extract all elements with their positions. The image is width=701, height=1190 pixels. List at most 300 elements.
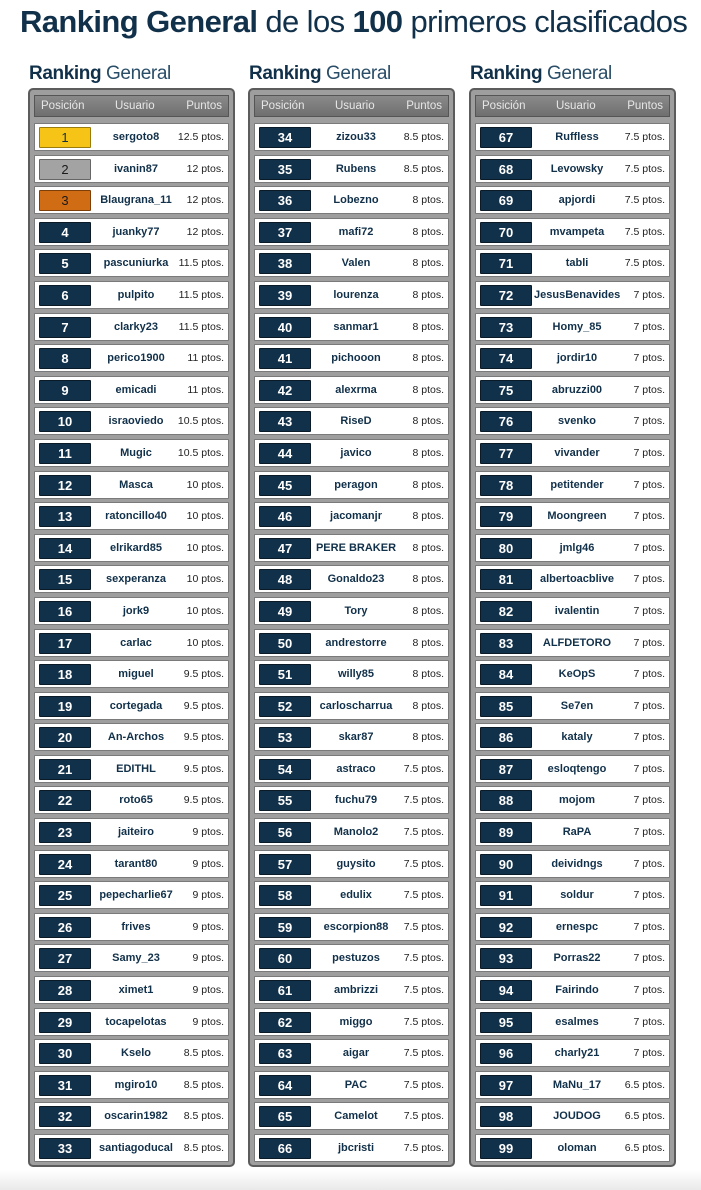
table-header (34, 95, 229, 117)
table-row (34, 123, 229, 151)
points-value: 8 ptos. (412, 446, 444, 459)
header-position: Posición (482, 100, 526, 112)
table-row (34, 565, 229, 593)
table-row (475, 755, 670, 783)
table-row (475, 502, 670, 530)
header-points: Puntos (406, 100, 442, 112)
table-row (34, 344, 229, 372)
username-link[interactable]: JesusBenavides (534, 288, 621, 301)
username-link[interactable]: Masca (119, 478, 153, 491)
table-row (254, 565, 449, 593)
column-title: Ranking General (470, 63, 612, 84)
username-link[interactable]: pascuniurka (103, 257, 169, 270)
table-row (254, 1134, 449, 1162)
username-link[interactable]: petitender (550, 478, 604, 491)
username-link[interactable]: pestuzos (332, 952, 380, 965)
points-value: 7.5 ptos. (403, 1142, 444, 1154)
header-position: Posición (41, 100, 85, 112)
username-link[interactable]: alexrma (335, 383, 377, 396)
username-link[interactable]: carloscharrua (319, 699, 393, 712)
position-badge: 52 (259, 696, 311, 717)
table-row (254, 249, 449, 277)
points-value: 8 ptos. (412, 604, 444, 617)
username-link[interactable]: santiagoducal (99, 1142, 173, 1154)
table-row (34, 660, 229, 688)
position-badge: 9 (39, 380, 91, 401)
username-link[interactable]: jbcristi (337, 1142, 375, 1154)
points-value: 10 ptos. (186, 604, 224, 617)
position-badge: 32 (39, 1106, 91, 1127)
position-badge: 94 (480, 980, 532, 1001)
table-header (254, 95, 449, 117)
table-row (34, 881, 229, 909)
table-row (254, 155, 449, 183)
points-value: 7.5 ptos. (624, 162, 665, 175)
username-link[interactable]: deividngs (551, 857, 603, 870)
points-value: 9 ptos. (192, 984, 224, 997)
table-row (34, 818, 229, 846)
table-row (475, 597, 670, 625)
points-value: 7 ptos. (633, 1047, 665, 1060)
username-link[interactable]: Manolo2 (333, 826, 379, 839)
username-link[interactable]: vivander (554, 446, 600, 459)
position-badge: 45 (259, 475, 311, 496)
position-badge: 12 (39, 475, 91, 496)
points-value: 6.5 ptos. (624, 1142, 665, 1154)
position-badge: 88 (480, 790, 532, 811)
username-link[interactable]: pepecharlie67 (99, 889, 173, 902)
position-badge: 24 (39, 854, 91, 875)
table-row (34, 534, 229, 562)
username-link[interactable]: clarky23 (113, 320, 159, 333)
username-link[interactable]: Se7en (560, 699, 594, 712)
position-badge: 99 (480, 1138, 532, 1159)
points-value: 7.5 ptos. (403, 1047, 444, 1060)
position-badge: 39 (259, 285, 311, 306)
username-link[interactable]: roto65 (119, 794, 153, 807)
points-value: 8.5 ptos. (403, 162, 444, 175)
username-link[interactable]: mojom (558, 794, 596, 807)
position-badge: 68 (480, 159, 532, 180)
position-badge: 76 (480, 411, 532, 432)
username-link[interactable]: Ruffless (555, 131, 599, 143)
table-rows (34, 123, 229, 1166)
position-badge: 82 (480, 601, 532, 622)
table-row (475, 1071, 670, 1099)
username-link[interactable]: mafi72 (338, 225, 374, 238)
points-value: 9.5 ptos. (183, 762, 224, 775)
table-row (475, 1134, 670, 1162)
position-badge: 65 (259, 1106, 311, 1127)
username-link[interactable]: EDITHL (116, 762, 156, 775)
position-badge: 79 (480, 506, 532, 527)
username-link[interactable]: Gonaldo23 (327, 573, 385, 586)
position-badge: 66 (259, 1138, 311, 1159)
points-value: 7.5 ptos. (403, 762, 444, 775)
username-link[interactable]: perico1900 (107, 352, 165, 365)
table-row (34, 850, 229, 878)
username-link[interactable]: tarant80 (114, 857, 158, 870)
points-value: 9.5 ptos. (183, 668, 224, 681)
username-link[interactable]: oscarin1982 (104, 1110, 168, 1123)
points-value: 7 ptos. (633, 826, 665, 839)
points-value: 7 ptos. (633, 478, 665, 491)
table-row (34, 755, 229, 783)
ranking-table (28, 88, 235, 1167)
position-badge: 42 (259, 380, 311, 401)
table-rows (254, 123, 449, 1166)
position-badge: 57 (259, 854, 311, 875)
username-link[interactable]: ximet1 (118, 984, 154, 997)
username-link[interactable]: ratoncillo40 (105, 510, 167, 523)
username-link[interactable]: MaNu_17 (552, 1078, 602, 1091)
position-badge: 4 (39, 222, 91, 243)
username-link[interactable]: sanmar1 (333, 320, 379, 333)
ranking-column-2 (248, 60, 455, 1167)
username-link[interactable]: ivalentin (554, 604, 600, 617)
ranking-column-3 (469, 60, 676, 1167)
username-link[interactable]: Rubens (335, 162, 377, 175)
username-link[interactable]: guysito (336, 857, 376, 870)
username-link[interactable]: Samy_23 (112, 952, 160, 965)
points-value: 7 ptos. (633, 1015, 665, 1028)
table-row (475, 976, 670, 1004)
position-badge: 87 (480, 759, 532, 780)
points-value: 7 ptos. (633, 699, 665, 712)
position-badge: 53 (259, 727, 311, 748)
username-link[interactable]: svenko (558, 415, 596, 428)
points-value: 10.5 ptos. (177, 415, 224, 428)
points-value: 11.5 ptos. (178, 257, 224, 270)
points-value: 8 ptos. (412, 320, 444, 333)
position-badge: 56 (259, 822, 311, 843)
username-link[interactable]: jork9 (122, 604, 150, 617)
ranking-column-1 (28, 60, 235, 1167)
username-link[interactable]: willy85 (337, 668, 375, 681)
table-row (34, 249, 229, 277)
table-row (34, 186, 229, 214)
points-value: 8 ptos. (412, 194, 444, 207)
username-link[interactable]: emicadi (115, 383, 157, 396)
table-row (475, 881, 670, 909)
username-link[interactable]: Kselo (121, 1047, 151, 1060)
username-link[interactable]: tabli (565, 257, 589, 270)
username-link[interactable]: oloman (557, 1142, 597, 1154)
position-badge: 67 (480, 127, 532, 148)
username-link[interactable]: cortegada (109, 699, 163, 712)
table-row (34, 1008, 229, 1036)
position-badge: 95 (480, 1012, 532, 1033)
points-value: 8 ptos. (412, 573, 444, 586)
username-link[interactable]: PERE BRAKER (315, 541, 397, 554)
username-link[interactable]: kataly (561, 731, 593, 744)
position-badge: 34 (259, 127, 311, 148)
table-row (254, 597, 449, 625)
points-value: 7.5 ptos. (403, 1078, 444, 1091)
username-link[interactable]: edulix (340, 889, 372, 902)
points-value: 7.5 ptos. (403, 920, 444, 933)
table-row (34, 155, 229, 183)
username-link[interactable]: israoviedo (108, 415, 164, 428)
username-link[interactable]: Porras22 (553, 952, 601, 965)
table-row (34, 313, 229, 341)
username-link[interactable]: apjordi (558, 194, 596, 207)
username-link[interactable]: Tory (344, 604, 368, 617)
position-badge: 22 (39, 790, 91, 811)
points-value: 12 ptos. (186, 194, 224, 207)
username-link[interactable]: KeOpS (558, 668, 596, 681)
points-value: 7.5 ptos. (624, 131, 665, 143)
points-value: 11 ptos. (187, 383, 224, 396)
table-row (34, 471, 229, 499)
position-badge: 96 (480, 1043, 532, 1064)
position-badge: 20 (39, 727, 91, 748)
table-row (254, 881, 449, 909)
points-value: 10.5 ptos. (177, 446, 224, 459)
position-badge: 21 (39, 759, 91, 780)
username-link[interactable]: Homy_85 (552, 320, 602, 333)
username-link[interactable]: zizou33 (336, 131, 376, 143)
points-value: 7.5 ptos. (624, 194, 665, 207)
footer-shadow (0, 1170, 701, 1190)
table-row (34, 976, 229, 1004)
position-badge: 15 (39, 569, 91, 590)
position-badge: 60 (259, 948, 311, 969)
table-row (475, 155, 670, 183)
table-row (475, 692, 670, 720)
table-row (475, 249, 670, 277)
table-row (254, 976, 449, 1004)
table-row (475, 786, 670, 814)
points-value: 12.5 ptos. (177, 131, 224, 143)
position-badge: 50 (259, 633, 311, 654)
table-row (475, 1008, 670, 1036)
table-row (34, 629, 229, 657)
points-value: 9 ptos. (192, 889, 224, 902)
position-badge: 33 (39, 1138, 91, 1159)
username-link[interactable]: An-Archos (107, 731, 165, 744)
position-badge: 19 (39, 696, 91, 717)
points-value: 7 ptos. (633, 794, 665, 807)
username-link[interactable]: Blaugrana_11 (100, 194, 172, 207)
position-badge: 73 (480, 317, 532, 338)
username-link[interactable]: sexperanza (106, 573, 166, 586)
header-user: Usuario (335, 100, 375, 112)
points-value: 8 ptos. (412, 699, 444, 712)
points-value: 8 ptos. (412, 352, 444, 365)
position-badge: 91 (480, 885, 532, 906)
points-value: 7.5 ptos. (403, 952, 444, 965)
username-link[interactable]: lourenza (333, 288, 379, 301)
header-points: Puntos (627, 100, 663, 112)
username-link[interactable]: jordir10 (556, 352, 598, 365)
position-badge: 98 (480, 1106, 532, 1127)
username-link[interactable]: miguel (118, 668, 154, 681)
table-row (254, 1071, 449, 1099)
username-link[interactable]: javico (340, 446, 372, 459)
username-link[interactable]: esloqtengo (547, 762, 607, 775)
table-row (475, 723, 670, 751)
position-badge: 3 (39, 190, 91, 211)
points-value: 7 ptos. (633, 288, 665, 301)
username-link[interactable]: Fairindo (555, 984, 599, 997)
table-row (475, 1102, 670, 1130)
table-row (34, 407, 229, 435)
position-badge: 10 (39, 411, 91, 432)
username-link[interactable]: Camelot (334, 1110, 378, 1123)
table-row (475, 629, 670, 657)
table-row (254, 376, 449, 404)
points-value: 6.5 ptos. (624, 1078, 665, 1091)
position-badge: 84 (480, 664, 532, 685)
points-value: 8 ptos. (412, 731, 444, 744)
points-value: 7 ptos. (633, 636, 665, 649)
points-value: 9 ptos. (192, 920, 224, 933)
table-row (34, 376, 229, 404)
position-badge: 75 (480, 380, 532, 401)
points-value: 6.5 ptos. (624, 1110, 665, 1123)
points-value: 9 ptos. (192, 952, 224, 965)
username-link[interactable]: miggo (339, 1015, 373, 1028)
username-link[interactable]: RaPA (562, 826, 592, 839)
table-row (254, 471, 449, 499)
username-link[interactable]: sergoto8 (112, 131, 160, 143)
username-link[interactable]: jacomanjr (330, 510, 382, 523)
position-badge: 27 (39, 948, 91, 969)
table-row (475, 186, 670, 214)
table-row (254, 944, 449, 972)
username-link[interactable]: pichooon (331, 352, 381, 365)
username-link[interactable]: juanky77 (112, 225, 160, 238)
points-value: 8 ptos. (412, 541, 444, 554)
points-value: 8 ptos. (412, 510, 444, 523)
username-link[interactable]: PAC (344, 1078, 368, 1091)
position-badge: 29 (39, 1012, 91, 1033)
position-badge: 5 (39, 253, 91, 274)
username-link[interactable]: andrestorre (325, 636, 387, 649)
position-badge: 97 (480, 1075, 532, 1096)
table-row (254, 439, 449, 467)
position-badge: 8 (39, 348, 91, 369)
points-value: 8 ptos. (412, 257, 444, 270)
position-badge: 7 (39, 317, 91, 338)
points-value: 7 ptos. (633, 889, 665, 902)
position-badge: 17 (39, 633, 91, 654)
points-value: 7 ptos. (633, 573, 665, 586)
username-link[interactable]: mgiro10 (114, 1078, 158, 1091)
username-link[interactable]: astraco (336, 762, 376, 775)
username-link[interactable]: RiseD (340, 415, 372, 428)
points-value: 7.5 ptos. (624, 257, 665, 270)
points-value: 7 ptos. (633, 762, 665, 775)
points-value: 7 ptos. (633, 857, 665, 870)
username-link[interactable]: elrikard85 (110, 541, 162, 554)
points-value: 12 ptos. (186, 225, 224, 238)
table-row (34, 1039, 229, 1067)
username-link[interactable]: Mugic (120, 446, 152, 459)
username-link[interactable]: JOUDOG (553, 1110, 601, 1123)
username-link[interactable]: carlac (120, 636, 152, 649)
position-badge: 16 (39, 601, 91, 622)
username-link[interactable]: pulpito (117, 288, 155, 301)
username-link[interactable]: charly21 (554, 1047, 600, 1060)
username-link[interactable]: jmlg46 (559, 541, 595, 554)
table-row (34, 723, 229, 751)
points-value: 10 ptos. (186, 478, 224, 491)
table-row (475, 344, 670, 372)
username-link[interactable]: skar87 (338, 731, 374, 744)
username-link[interactable]: frives (121, 920, 151, 933)
username-link[interactable]: Moongreen (547, 510, 607, 523)
username-link[interactable]: abruzzi00 (551, 383, 603, 396)
points-value: 7 ptos. (633, 920, 665, 933)
table-row (254, 660, 449, 688)
points-value: 7.5 ptos. (403, 984, 444, 997)
points-value: 7 ptos. (633, 320, 665, 333)
points-value: 9.5 ptos. (183, 794, 224, 807)
table-row (475, 407, 670, 435)
position-badge: 40 (259, 317, 311, 338)
points-value: 9 ptos. (192, 1015, 224, 1028)
username-link[interactable]: Lobezno (333, 194, 379, 207)
points-value: 7 ptos. (633, 510, 665, 523)
points-value: 9 ptos. (192, 826, 224, 839)
table-row (254, 755, 449, 783)
points-value: 8.5 ptos. (183, 1142, 224, 1154)
table-row (475, 123, 670, 151)
position-badge: 70 (480, 222, 532, 243)
points-value: 7.5 ptos. (403, 794, 444, 807)
points-value: 8.5 ptos. (183, 1078, 224, 1091)
username-link[interactable]: ernespc (555, 920, 599, 933)
points-value: 8.5 ptos. (183, 1047, 224, 1060)
username-link[interactable]: ivanin87 (113, 162, 159, 175)
username-link[interactable]: fuchu79 (334, 794, 378, 807)
position-badge: 49 (259, 601, 311, 622)
position-badge: 35 (259, 159, 311, 180)
username-link[interactable]: albertoacblive (540, 573, 614, 586)
position-badge: 36 (259, 190, 311, 211)
points-value: 10 ptos. (186, 541, 224, 554)
username-link[interactable]: ALFDETORO (542, 636, 612, 649)
username-link[interactable]: tocapelotas (105, 1015, 167, 1028)
position-badge: 13 (39, 506, 91, 527)
table-row (254, 534, 449, 562)
position-badge: 2 (39, 159, 91, 180)
position-badge: 81 (480, 569, 532, 590)
points-value: 7.5 ptos. (403, 1110, 444, 1123)
username-link[interactable]: Valen (341, 257, 371, 270)
table-row (34, 913, 229, 941)
table-row (254, 218, 449, 246)
username-link[interactable]: esalmes (555, 1015, 599, 1028)
username-link[interactable]: Levowsky (550, 162, 604, 175)
username-link[interactable]: soldur (560, 889, 594, 902)
username-link[interactable]: mvampeta (549, 225, 605, 238)
table-row (475, 471, 670, 499)
username-link[interactable]: aigar (342, 1047, 370, 1060)
username-link[interactable]: jaiteiro (117, 826, 155, 839)
points-value: 7 ptos. (633, 446, 665, 459)
points-value: 7 ptos. (633, 668, 665, 681)
username-link[interactable]: ambrizzi (333, 984, 378, 997)
username-link[interactable]: escorpion88 (323, 920, 389, 933)
points-value: 9.5 ptos. (183, 731, 224, 744)
position-badge: 69 (480, 190, 532, 211)
points-value: 7 ptos. (633, 731, 665, 744)
username-link[interactable]: peragon (334, 478, 378, 491)
table-row (475, 850, 670, 878)
